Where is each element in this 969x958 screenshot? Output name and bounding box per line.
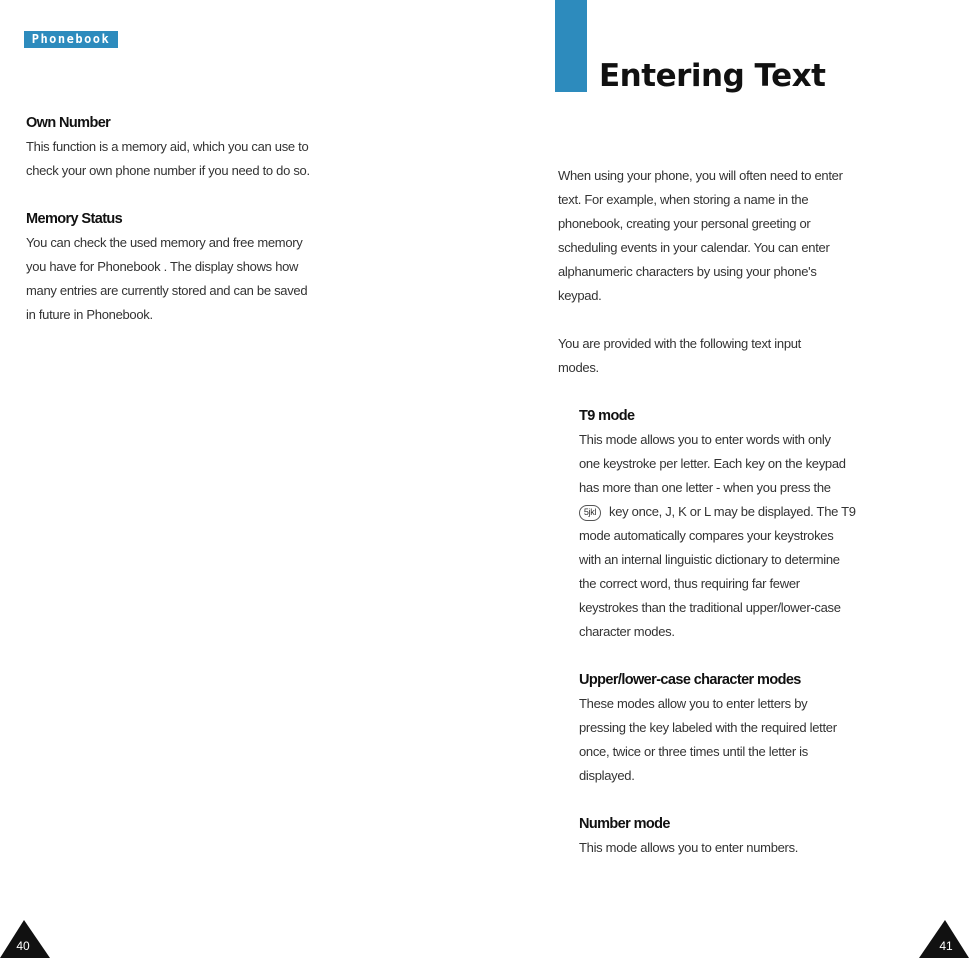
t9-mode-section bbox=[579, 404, 948, 644]
modes-line: modes. bbox=[558, 360, 599, 375]
memory-status-line: many entries are currently stored and can be saved bbox=[26, 283, 308, 298]
intro-paragraph bbox=[558, 164, 948, 308]
t9-line-text: key once, J, K or L may be displayed. The T9 bbox=[609, 504, 856, 519]
title-accent-bar bbox=[555, 0, 587, 92]
upper-lower-mode-section bbox=[579, 668, 948, 788]
page-corner-left bbox=[0, 920, 50, 958]
own-number-line: This function is a memory aid, which you can use to bbox=[26, 139, 309, 154]
page-title: Entering Text bbox=[599, 58, 826, 94]
upper-lower-line: pressing the key labeled with the required letter bbox=[579, 720, 837, 735]
t9-line: keystrokes than the traditional upper/lower-case bbox=[579, 600, 841, 615]
t9-mode-heading: T9 mode bbox=[579, 408, 635, 424]
memory-status-line: in future in Phonebook. bbox=[26, 307, 153, 322]
section-tab: Phonebook bbox=[24, 31, 118, 48]
upper-lower-mode-heading: Upper/lower-case character modes bbox=[579, 672, 801, 688]
own-number-line: check your own phone number if you need to do so. bbox=[26, 163, 310, 178]
own-number-heading: Own Number bbox=[26, 115, 111, 131]
memory-status-line: you have for Phonebook . The display shows how bbox=[26, 259, 299, 274]
memory-status-line: You can check the used memory and free memory bbox=[26, 235, 303, 250]
t9-line: one keystroke per letter. Each key on the keypad bbox=[579, 456, 846, 471]
t9-line: character modes. bbox=[579, 624, 675, 639]
modes-paragraph bbox=[558, 332, 948, 380]
page-number-right: 41 bbox=[939, 939, 953, 953]
keypad-5-key-icon: 5jkl bbox=[579, 505, 601, 521]
t9-line: with an internal linguistic dictionary to determine bbox=[579, 552, 840, 567]
page-corner-right bbox=[919, 920, 969, 958]
intro-line: phonebook, creating your personal greeting or bbox=[558, 216, 811, 231]
memory-status-heading: Memory Status bbox=[26, 211, 123, 227]
intro-line: scheduling events in your calendar. You can enter bbox=[558, 240, 830, 255]
intro-line: alphanumeric characters by using your phone's bbox=[558, 264, 817, 279]
upper-lower-line: displayed. bbox=[579, 768, 635, 783]
page-number-left: 40 bbox=[16, 939, 30, 953]
number-mode-line: This mode allows you to enter numbers. bbox=[579, 840, 799, 855]
own-number-section bbox=[26, 111, 411, 183]
number-mode-heading: Number mode bbox=[579, 816, 670, 832]
intro-line: keypad. bbox=[558, 288, 602, 303]
t9-line: mode automatically compares your keystrokes bbox=[579, 528, 834, 543]
intro-line: When using your phone, you will often need to enter bbox=[558, 168, 843, 183]
t9-line: has more than one letter - when you press the bbox=[579, 480, 831, 495]
intro-line: text. For example, when storing a name in the bbox=[558, 192, 809, 207]
right-page-content bbox=[558, 164, 948, 884]
upper-lower-line: once, twice or three times until the letter is bbox=[579, 744, 808, 759]
modes-line: You are provided with the following text input bbox=[558, 336, 801, 351]
upper-lower-line: These modes allow you to enter letters by bbox=[579, 696, 808, 711]
t9-line: the correct word, thus requiring far fewer bbox=[579, 576, 800, 591]
t9-line: This mode allows you to enter words with only bbox=[579, 432, 831, 447]
left-page-content bbox=[26, 111, 411, 351]
t9-line-with-key bbox=[579, 500, 948, 524]
memory-status-section bbox=[26, 207, 411, 327]
number-mode-section bbox=[579, 812, 948, 860]
